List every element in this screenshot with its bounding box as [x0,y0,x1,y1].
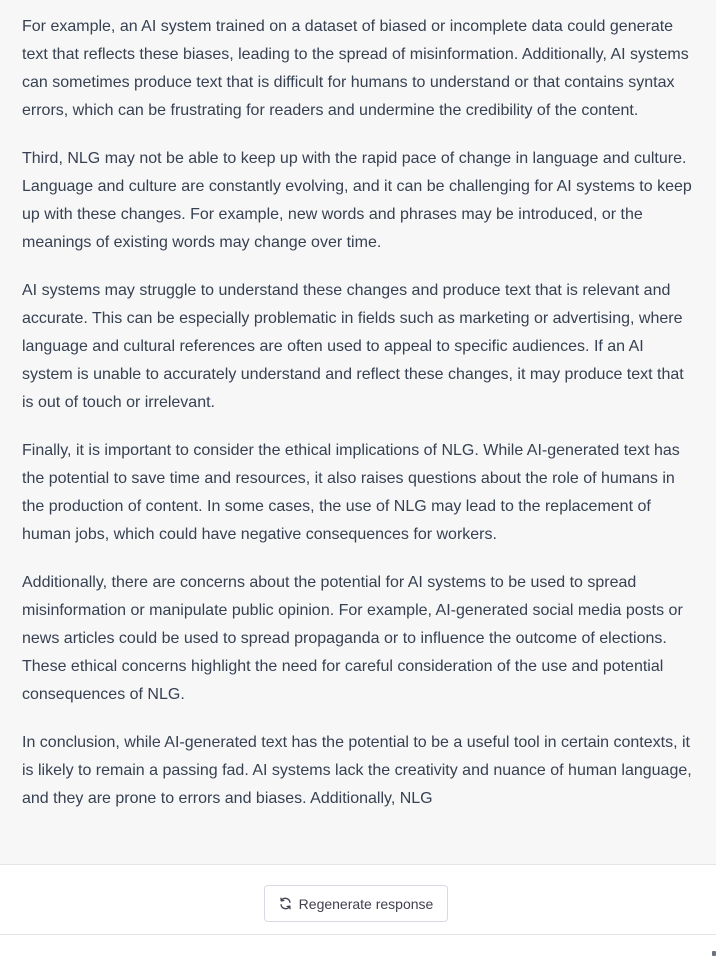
response-paragraph-4: Finally, it is important to consider the ethical implications of NLG. While AI-generated text has the potential to save time and resources, it also raises questions about the role of humans in the production of content. In some cases, the use of NLG may lead to the replacement of human jobs, which could have negative consequences for workers. [22,442,680,543]
refresh-icon [279,897,292,910]
chat-input-area[interactable] [0,934,716,962]
response-actions [0,866,716,934]
response-paragraph-6: In conclusion, while AI-generated text has the potential to be a useful tool in certain contexts, it is likely to remain a passing fad. AI systems lack the creativity and nuance of human language, and they are prone to errors and biases. Additionally, NLG [22,734,692,807]
regenerate-button-label: Regenerate response [298,895,434,912]
response-paragraph-5: Additionally, there are concerns about the potential for AI systems to be used to spread misinformation or manipulate public opinion. For example, AI-generated social media posts or news articles could be used to spread propaganda or to influence the outcome of elections. These ethical concerns highlight the need for careful consideration of the use and potential consequences of NLG. [22,574,683,703]
response-paragraph-3: AI systems may struggle to understand these changes and produce text that is relevant and accurate. This can be especially problematic in fields such as marketing or advertising, where language and cultural references are often used to appeal to specific audiences. If an AI system is unable to accurately understand and reflect these changes, it may produce text that is out of touch or irrelevant. [22,282,684,411]
send-icon[interactable] [712,951,716,956]
response-text [22,13,692,833]
regenerate-response-button[interactable] [264,885,448,922]
response-paragraph-1: For example, an AI system trained on a dataset of biased or incomplete data could generate text that reflects these biases, leading to the spread of misinformation. Additionally, AI systems can sometimes produce text that is difficult for humans to understand or that contains syntax errors, which can be frustrating for readers and undermine the credibility of the content. [22,18,689,119]
response-paragraph-2: Third, NLG may not be able to keep up with the rapid pace of change in language and culture. Language and culture are constantly evolving, and it can be challenging for AI systems to keep up with these changes. For example, new words and phrases may be introduced, or the meanings of existing words may change over time. [22,150,692,251]
